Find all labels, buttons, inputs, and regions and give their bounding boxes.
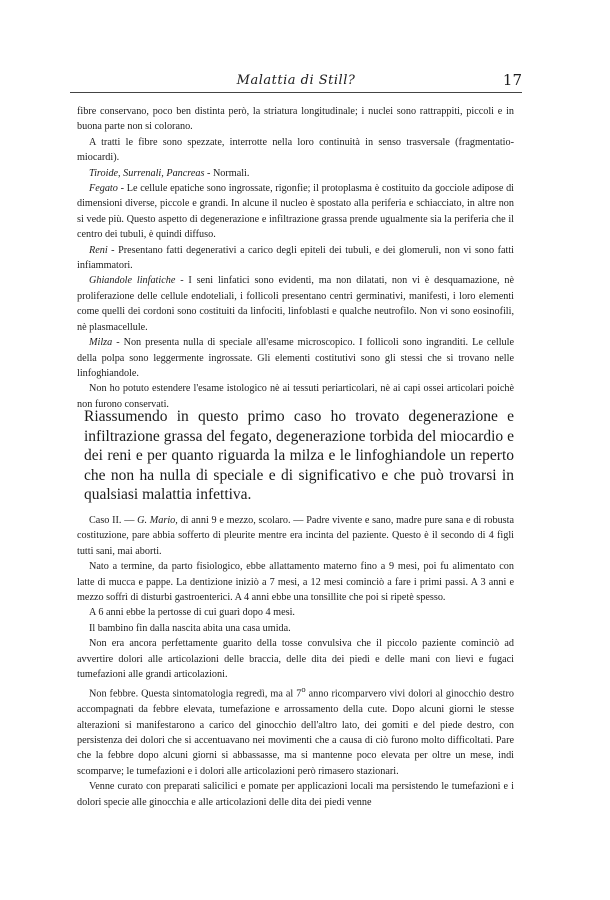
paragraph: fibre conservano, poco ben distinta però, la striatura longitudinale; i nuclei sono rattrappiti, piccoli e in buona parte non si colorano. [77, 106, 514, 133]
organ-term: Milza [89, 337, 113, 349]
organ-text: - Non presenta nulla di speciale all'esame microscopico. I follicoli sono ingranditi. Le cellule della polpa sono leggermente ingrossate. Gli elementi costitutivi sono gli stessi che si trovano nelle linfoghiandole. [77, 337, 514, 379]
paragraph-lymph-glands [77, 273, 514, 335]
case-intro-text: di anni 9 e mezzo, scolaro. — Padre vivente e sano, madre pure sana e di robusta costituzione, pare abbia sofferto di pleurite mentre era incinta del paziente. Questo è il secondo di 4 figli tutti sani, mai aborti. [77, 515, 514, 557]
paragraph-text: anno ricomparvero vivi dolori al ginocchio destro accompagnati da febbre elevata, tumefazione e arrossamento della cute. Dopo alcuni giorni le stesse alterazioni si manifestarono a carico del ginocchio dell'altro lato, dei gomiti e del piede destro, con persistenza dei dolori che si accentuavano nei movimenti che a causa di ciò furono molto difficoltati. Pare che la febbre dopo alcuni giorni si abbassasse, ma si mantenne poco elevata per oltre un mese, indi scomparve; le tumefazioni e i dolori alle articolazioni però rimasero stazionari. [77, 688, 514, 777]
ordinal-superscript: o [301, 684, 306, 695]
paragraph: A tratti le fibre sono spezzate, interrotte nella loro continuità in senso trasversale (fragmentatio-miocardi). [77, 136, 514, 164]
paragraph-spleen [77, 335, 514, 381]
paragraph: Nato a termine, da parto fisiologico, ebbe allattamento materno fino a 9 mesi, poi fu alimentato con latte di mucca e pappe. La dentizione iniziò a 7 mesi, a 12 mesi cominciò a fare i primi passi. A 3 anni e mezzo soffrì di disturbi gastroenterici. A 4 anni ebbe una tonsillite che poi si ripetè spesso. [77, 561, 514, 604]
paragraph-liver [77, 181, 514, 243]
organ-text: - Le cellule epatiche sono ingrossate, rigonfie; il protoplasma è costituito da gocciole adipose di dimensioni diverse, piccole e grandi. In alcune il nucleo è spostato alla periferia e schiacciato, in altre non si vede più. Questo aspetto di degenerazione e infiltrazione grassa prende ugualmente sia la periferia che il centro dei tubuli, è quindi diffuso. [77, 183, 514, 241]
paragraph: Non era ancora perfettamente guarito della tosse convulsiva che il piccolo paziente cominciò ad avvertire dolori alle articolazioni delle braccia, delle dita dei piedi e delle mani con lievi e fugaci tumefazioni alle grandi articolazioni. [77, 638, 514, 681]
organ-term: Tiroide, Surrenali, Pancreas [89, 167, 205, 179]
case-2-history [77, 513, 514, 810]
organ-text: - Presentano fatti degenerativi a carico degli epiteli dei tubuli, e dei glomeruli, non vi sono fatti infiammatori. [77, 244, 514, 272]
case-label: Caso II. — [89, 515, 138, 526]
running-title: Malattia di Still? [236, 73, 356, 88]
paragraph-text: Non febbre. Questa sintomatologia regredì, ma al 7 [89, 688, 302, 700]
patient-name: G. Mario, [137, 515, 178, 526]
summary-paragraph: Riassumendo in questo primo caso ho trovato degenerazione e infiltrazione grassa del fegato, degenerazione torbida del miocardio e dei reni e per quanto riguarda la milza e le linfoghiandole un reperto che non ha nulla di speciale e di significativo e che può trovarsi in qualsiasi malattia infettiva. [84, 408, 514, 504]
case-intro [77, 513, 514, 559]
organ-text: - I seni linfatici sono evidenti, ma non dilatati, non vi è desquamazione, nè proliferazione delle cellule endoteliali, i follicoli presentano centri germinativi, manifesti, i loro elementi come quelli dei cordoni sono costituiti da linfociti, linfoblasti e qualche neutrofilo. Non vi sono eosinofili, nè plasmacellule. [77, 275, 514, 333]
organ-term: Reni [89, 244, 108, 256]
organ-text: - Normali. [204, 167, 250, 179]
page-header [70, 70, 522, 93]
pathology-findings [77, 104, 514, 412]
paragraph-organs [77, 166, 514, 181]
paragraph: Il bambino fin dalla nascita abita una casa umida. [89, 622, 291, 634]
page-number: 17 [502, 71, 522, 89]
paragraph-kidneys [77, 243, 514, 274]
paragraph: A 6 anni ebbe la pertosse di cui guarì dopo 4 mesi. [89, 607, 295, 619]
organ-term: Ghiandole linfatiche [89, 275, 176, 287]
paragraph: Non ho potuto estendere l'esame istologico nè ai tessuti periarticolari, nè ai capi ossei articolari poichè non furono conservati. [77, 383, 514, 410]
organ-term: Fegato [89, 183, 118, 195]
paragraph [77, 682, 514, 779]
paragraph: Venne curato con preparati salicilici e pomate per applicazioni locali ma persistendo le tumefazioni e i dolori specie alle ginocchia e alle articolazioni delle dita dei piedi venne [77, 781, 514, 808]
